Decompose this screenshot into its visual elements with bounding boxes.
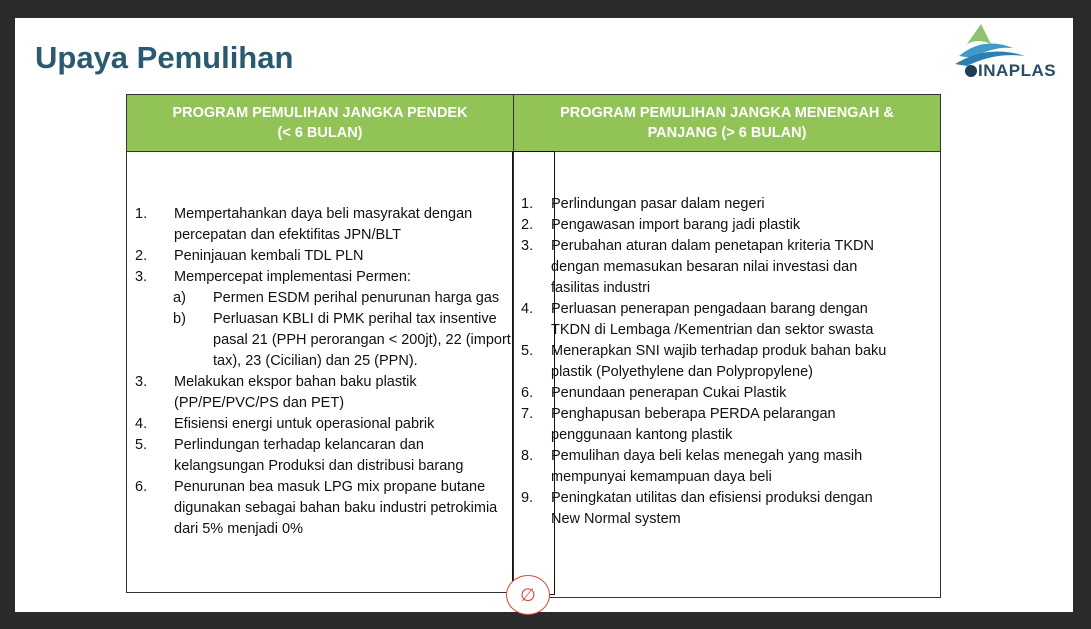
item-text: Mempercepat implementasi Permen: xyxy=(174,269,411,285)
slide xyxy=(15,18,1073,612)
item-number: 5. xyxy=(135,437,148,453)
list-item xyxy=(521,299,941,341)
list-item xyxy=(521,236,941,299)
item-number: b) xyxy=(173,311,186,327)
list-item xyxy=(521,404,941,446)
list-item xyxy=(521,194,941,215)
item-text: Pengawasan import barang jadi plastik xyxy=(551,217,801,233)
item-text: Peninjauan kembali TDL PLN xyxy=(174,248,364,264)
logo-wordmark: INAPLAS xyxy=(965,61,1056,81)
list-item xyxy=(135,309,530,372)
list-item xyxy=(521,341,941,383)
item-text: Mempertahankan daya beli masyrakat dengan percepatan dan efektifitas JPN/BLT xyxy=(174,206,473,243)
item-number: 2. xyxy=(521,217,534,233)
item-number: 6. xyxy=(521,385,534,401)
item-text: Perluasan KBLI di PMK perihal tax insentive pasal 21 (PPH perorangan < 200jt), 22 (import tax), 23 (Cicilian) dan 25 (PPN). xyxy=(213,311,511,369)
list-item xyxy=(521,215,941,236)
long-term-list xyxy=(521,194,941,530)
item-text: Efisiensi energi untuk operasional pabrik xyxy=(174,416,435,432)
item-text: Penghapusan beberapa PERDA pelarangan penggunaan kantong plastik xyxy=(551,406,836,443)
list-item xyxy=(135,288,530,309)
list-item xyxy=(521,488,941,530)
list-item xyxy=(135,372,530,414)
long-term-header: PROGRAM PEMULIHAN JANGKA MENENGAH & PANJANG (> 6 BULAN) xyxy=(513,94,941,152)
item-text: Perlindungan terhadap kelancaran dan kelangsungan Produksi dan distribusi barang xyxy=(174,437,464,474)
item-number: 8. xyxy=(521,448,534,464)
item-number: 3. xyxy=(135,269,148,285)
list-item xyxy=(135,246,530,267)
item-number: 3. xyxy=(135,374,148,390)
item-text: Permen ESDM perihal penurunan harga gas xyxy=(213,290,500,306)
list-item xyxy=(135,435,530,477)
cursor-indicator-icon: ∅ xyxy=(506,575,550,615)
list-item xyxy=(135,477,530,540)
short-term-header: PROGRAM PEMULIHAN JANGKA PENDEK (< 6 BULAN) xyxy=(126,94,514,152)
item-number: 4. xyxy=(521,301,534,317)
list-item xyxy=(521,383,941,404)
item-number: 4. xyxy=(135,416,148,432)
list-item xyxy=(521,446,941,488)
item-text: Menerapkan SNI wajib terhadap produk bahan baku plastik (Polyethylene dan Polypropylene) xyxy=(551,343,887,380)
list-item xyxy=(135,267,530,288)
item-number: 6. xyxy=(135,479,148,495)
item-number: 1. xyxy=(135,206,148,222)
item-number: 9. xyxy=(521,490,534,506)
item-number: 7. xyxy=(521,406,534,422)
item-text: Melakukan ekspor bahan baku plastik (PP/PE/PVC/PS dan PET) xyxy=(174,374,417,411)
item-number: 2. xyxy=(135,248,148,264)
item-text: Perluasan penerapan pengadaan barang dengan TKDN di Lembaga /Kementrian dan sektor swasta xyxy=(551,301,874,338)
list-item xyxy=(135,204,530,246)
short-term-list xyxy=(135,204,530,540)
item-text: Penundaan penerapan Cukai Plastik xyxy=(551,385,787,401)
item-number: 3. xyxy=(521,238,534,254)
item-text: Pemulihan daya beli kelas menegah yang masih mempunyai kemampuan daya beli xyxy=(551,448,863,485)
item-text: Perubahan aturan dalam penetapan kriteria TKDN dengan memasukan besaran nilai investasi dan fasilitas industri xyxy=(551,238,874,296)
item-number: 1. xyxy=(521,196,534,212)
item-text: Peningkatan utilitas dan efisiensi produksi dengan New Normal system xyxy=(551,490,873,527)
item-text: Perlindungan pasar dalam negeri xyxy=(551,196,765,212)
item-number: a) xyxy=(173,290,186,306)
slide-title: Upaya Pemulihan xyxy=(35,40,294,75)
list-item xyxy=(135,414,530,435)
item-text: Penurunan bea masuk LPG mix propane butane digunakan sebagai bahan baku industri petrokimia dari 5% menjadi 0% xyxy=(174,479,498,537)
item-number: 5. xyxy=(521,343,534,359)
